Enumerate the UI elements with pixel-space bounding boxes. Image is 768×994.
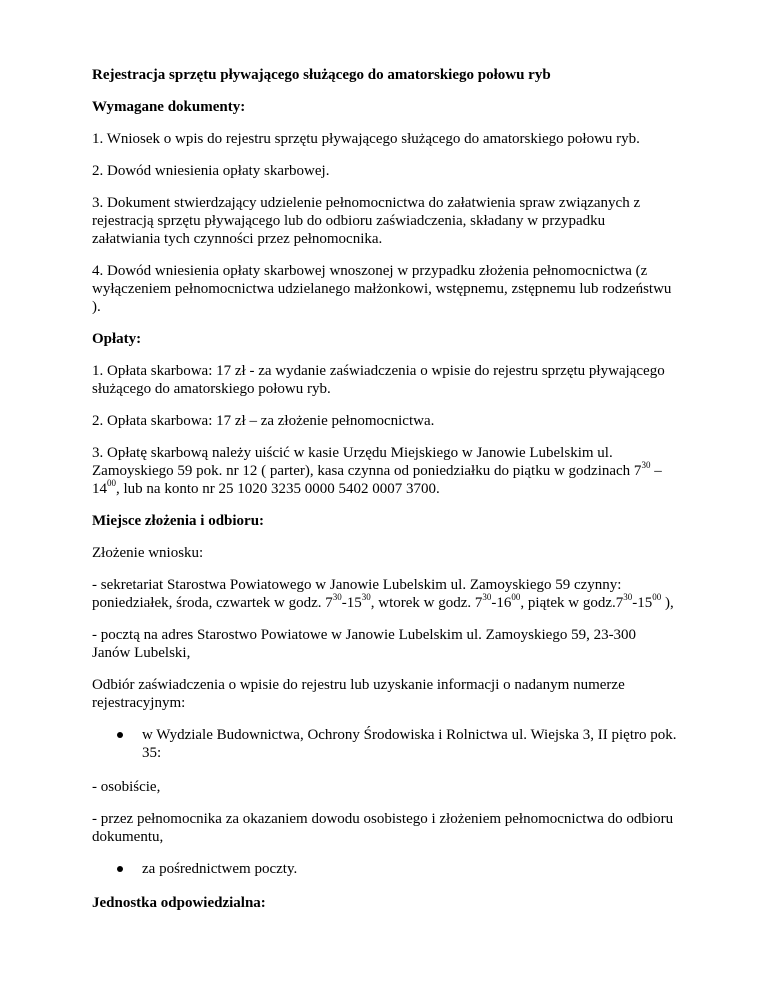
pickup-label: Odbiór zaświadczenia o wpisie do rejestru lub uzyskanie informacji o nadanym numerze rejestracyjnym: (92, 677, 625, 711)
submission-secretariat: - sekretariat Starostwa Powiatowego w Janowie Lubelskim ul. Zamoyskiego 59 czynny: poniedziałek, środa, czwartek w godz. $7^{30}-15^{30}$, wtorek w godz. $7^{30}-16^{00}$, piątek w $godz.7^{30}-15^{00}$ ), (92, 577, 674, 611)
bullet-dot-icon (117, 732, 123, 738)
document-page (92, 66, 677, 926)
bullet-text-post: za pośrednictwem poczty. (142, 861, 298, 877)
fee-item-2: 2. Opłata skarbowa: 17 zł – za złożenie pełnomocnictwa. (92, 413, 435, 429)
bullet-item-department (92, 726, 677, 762)
submission-label: Złożenie wniosku: (92, 545, 204, 561)
place-heading: Miejsce złożenia i odbioru: (92, 513, 265, 529)
pickup-proxy: - przez pełnomocnika za okazaniem dowodu osobistego i złożeniem pełnomocnictwa do odbioru dokumentu, (92, 811, 674, 845)
bullet-dot-icon (117, 866, 123, 872)
document-title: Rejestracja sprzętu pływającego służącego do amatorskiego połowu ryb (92, 67, 551, 83)
bullet-text-department: w Wydziale Budownictwa, Ochrony Środowiska i Rolnictwa ul. Wiejska 3, II piętro pok. 35: (142, 727, 677, 761)
document-item-1: 1. Wniosek o wpis do rejestru sprzętu pływającego służącego do amatorskiego połowu ryb. (92, 131, 640, 147)
required-documents-heading: Wymagane dokumenty: (92, 99, 246, 115)
document-item-4: 4. Dowód wniesienia opłaty skarbowej wnoszonej w przypadku złożenia pełnomocnictwa (z wyłączeniem pełnomocnictwa udzielanego małżonkowi, wstępnemu, zstępnemu lub rodzeństwu ). (92, 263, 672, 315)
fee-item-1: 1. Opłata skarbowa: 17 zł - za wydanie zaświadczenia o wpisie do rejestru sprzętu pływającego służącego do amatorskiego połowu ryb. (92, 363, 665, 397)
document-item-2: 2. Dowód wniesienia opłaty skarbowej. (92, 163, 330, 179)
pickup-personal: - osobiście, (92, 779, 161, 795)
fee-item-3: 3. Opłatę skarbową należy uiścić w kasie Urzędu Miejskiego w Janowie Lubelskim ul. Zamoyskiego 59 pok. nr 12 ( parter), kasa czynna od poniedziałku do piątku w godzinach $7^{30} - 14^{00}$, lub na konto nr 25 1020 3235 0000 5402 0007 3700. (92, 445, 662, 497)
bullet-item-post (92, 860, 677, 878)
responsible-unit-heading: Jednostka odpowiedzialna: (92, 895, 266, 911)
submission-post: - pocztą na adres Starostwo Powiatowe w Janowie Lubelskim ul. Zamoyskiego 59, 23-300 Janów Lubelski, (92, 627, 637, 661)
fees-heading: Opłaty: (92, 331, 142, 347)
document-item-3: 3. Dokument stwierdzający udzielenie pełnomocnictwa do załatwienia spraw związanych z rejestracją sprzętu pływającego lub do odbioru zaświadczenia, składany w przypadku załatwiania tych czynności przez pełnomocnika. (92, 195, 641, 247)
